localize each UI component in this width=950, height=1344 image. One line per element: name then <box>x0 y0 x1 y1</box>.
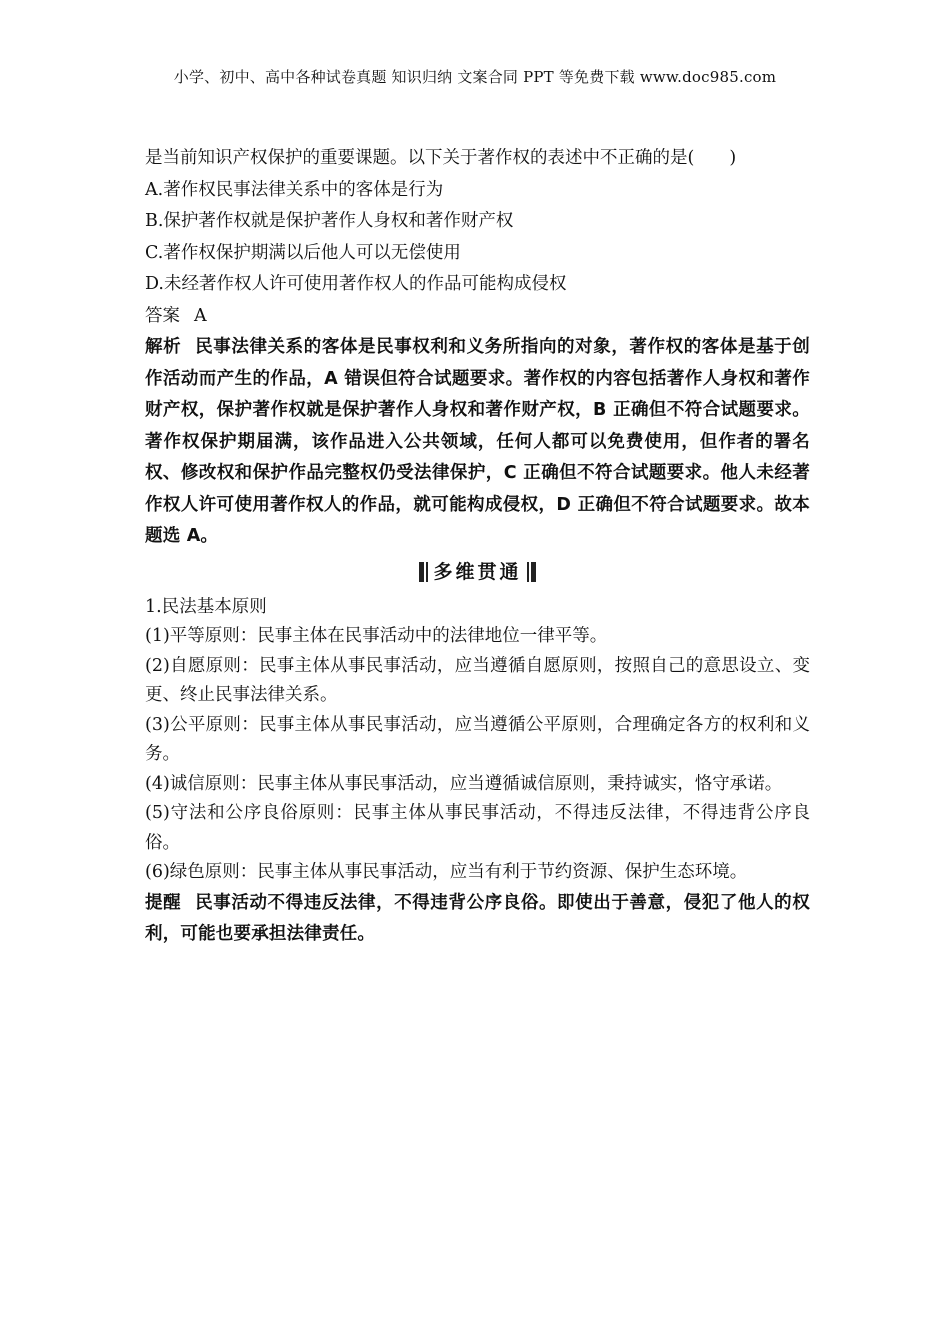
principle-item: (6)绿色原则：民事主体从事民事活动，应当有利于节约资源、保护生态环境。 <box>145 862 748 882</box>
analysis-label: 解析 <box>145 337 182 357</box>
answer-value: A <box>194 305 207 326</box>
page-header: 小学、初中、高中各种试卷真题 知识归纳 文案合同 PPT 等免费下载 www.doc985.com <box>173 68 777 86</box>
tip-label: 提醒 <box>145 892 182 913</box>
section-heading: 1.民法基本原则 <box>145 596 267 617</box>
document-body <box>145 143 810 951</box>
option-b: B.保护著作权就是保护著作人身权和著作财产权 <box>145 211 514 231</box>
option-c: C.著作权保护期满以后他人可以无偿使用 <box>145 242 461 263</box>
answer-row <box>145 301 810 333</box>
title-bar-icon <box>527 562 529 582</box>
analysis-text: 民事法律关系的客体是民事权利和义务所指向的对象，著作权的客体是基于创作活动而产生的作品，A 错误但符合试题要求。著作权的内容包括著作人身权和著作财产权，保护著作权就是保护著作人身权和著作财产权，B 正确但不符合试题要求。著作权保护期届满，该作品进入公共领域，任何人都可以免费使用，但作者的署名权、修改权和保护作品完整权仍受法律保护，C 正确但不符合试题要求。他人未经著作权人许可使用著作权人的作品，就可能构成侵权，D 正确但不符合试题要求。故本题选 A。 <box>145 337 810 546</box>
principle-item: (3)公平原则：民事主体从事民事活动，应当遵循公平原则，合理确定各方的权利和义务。 <box>145 714 810 764</box>
question-stem: 是当前知识产权保护的重要课题。以下关于著作权的表述中不正确的是( ) <box>145 148 737 168</box>
title-bar-icon <box>531 562 536 582</box>
principle-item: (2)自愿原则：民事主体从事民事活动，应当遵循自愿原则，按照自己的意思设立、变更、终止民事法律关系。 <box>145 655 810 705</box>
option-d: D.未经著作权人许可使用著作权人的作品可能构成侵权 <box>145 274 567 294</box>
analysis-paragraph <box>145 332 810 553</box>
title-bar-icon <box>426 562 428 582</box>
title-bar-icon <box>419 562 424 582</box>
tip-text: 民事活动不得违反法律，不得违背公序良俗。即使出于善意，侵犯了他人的权利，可能也要承担法律责任。 <box>145 892 810 944</box>
section-title <box>145 557 810 587</box>
answer-label: 答案 <box>145 305 180 326</box>
principle-item: (5)守法和公序良俗原则：民事主体从事民事活动，不得违反法律，不得违背公序良俗。 <box>145 803 810 853</box>
section-title-text: 多维贯通 <box>433 561 522 583</box>
option-a: A.著作权民事法律关系中的客体是行为 <box>145 179 444 200</box>
principle-item: (1)平等原则：民事主体在民事活动中的法律地位一律平等。 <box>145 626 608 646</box>
tip-paragraph <box>145 888 810 951</box>
principle-item: (4)诚信原则：民事主体从事民事活动，应当遵循诚信原则，秉持诚实，恪守承诺。 <box>145 773 783 794</box>
